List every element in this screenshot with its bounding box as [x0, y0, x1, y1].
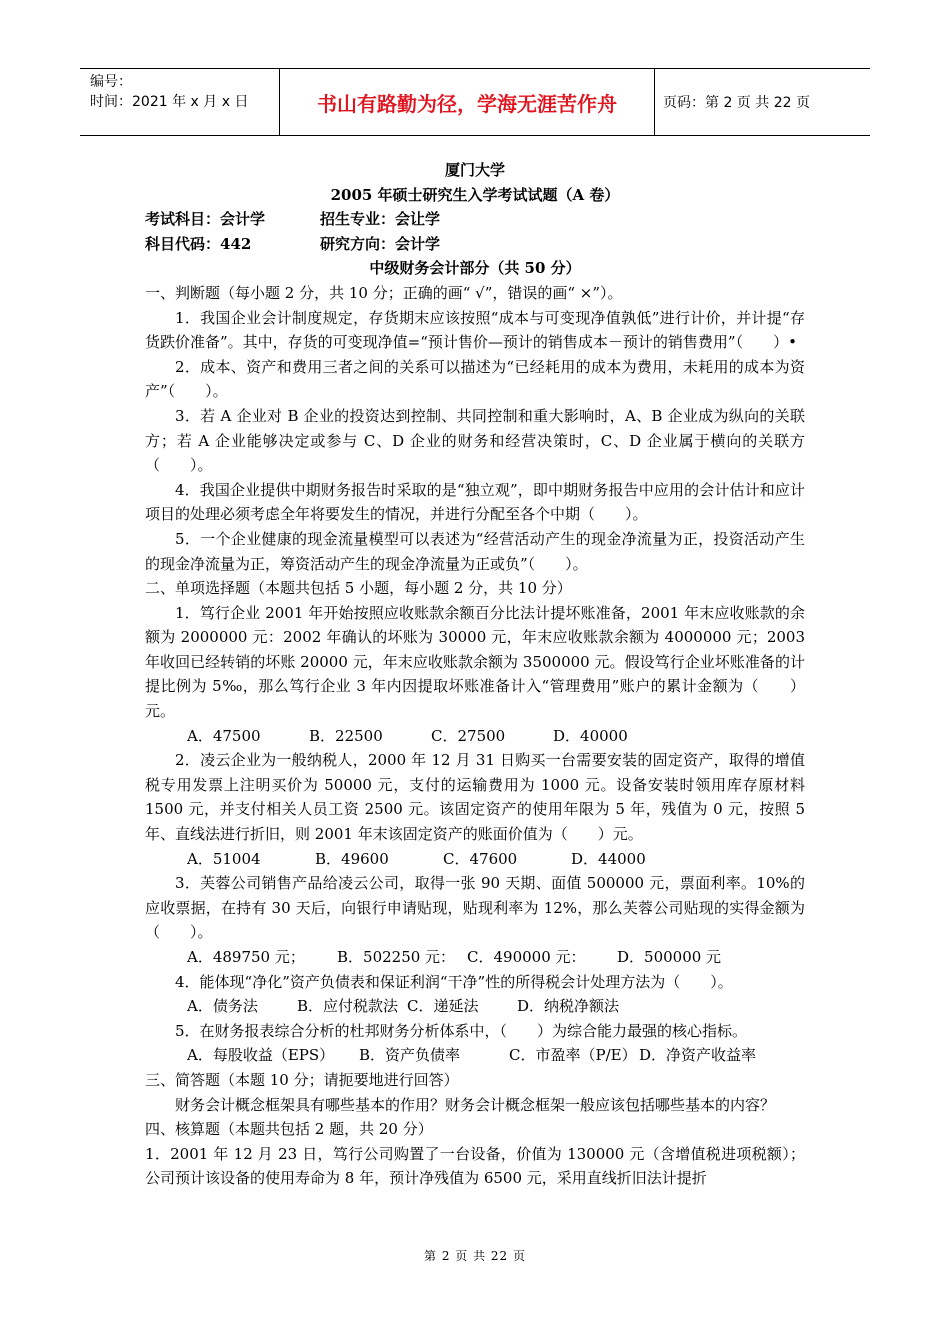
number-label: 编号：	[90, 74, 132, 90]
question-1-5: 5．一个企业健康的现金流量模型可以表述为“经营活动产生的现金净流量为正，投资活动产生的现金净流量为正，筹资活动产生的现金净流量为正或负”（ ）。	[145, 529, 805, 573]
page-info-text: 页码：第 2 页 共 22 页	[663, 95, 810, 111]
date-label: 时间：2021 年 x 月 x 日	[90, 94, 249, 110]
question-2-2-options	[145, 847, 805, 872]
question-1-2: 2．成本、资产和费用三者之间的关系可以描述为“已经耗用的成本为费用，未耗用的成本为资产”（ ）。	[145, 357, 805, 401]
header-meta-cell	[80, 69, 280, 135]
question-2-5-options	[145, 1043, 805, 1068]
option-d: D．净资产收益率	[639, 1046, 757, 1065]
option-d: D．500000 元	[617, 948, 722, 966]
question-2-4: 4．能体现“净化”资产负债表和保证利润“干净”性的所得税会计处理方法为（ ）。	[175, 972, 733, 991]
option-b: B．资产负债率	[359, 1046, 461, 1065]
question-2-3: 3．芙蓉公司销售产品给凌云公司，取得一张 90 天期、面值 500000 元，票面利率。10%的应收票据，在持有 30 天后，向银行申请贴现，贴现利率为 12%，那么芙蓉公司贴现的实得金额为（ ）。	[145, 874, 805, 942]
option-b: B．49600	[315, 849, 389, 868]
section-2-title: 二、单项选择题（本题共包括 5 小题，每小题 2 分，共 10 分）	[145, 579, 572, 598]
option-c: C．47600	[443, 849, 518, 868]
option-b: B．应付税款法	[297, 997, 399, 1016]
option-d: D．44000	[571, 849, 646, 868]
option-c: C．490000 元：	[467, 948, 586, 966]
page-footer: 第 2 页 共 22 页	[424, 1249, 526, 1263]
option-b: B．22500	[309, 726, 383, 745]
part-title: 中级财务会计部分（共 50 分）	[369, 259, 581, 278]
option-a: A．每股收益（EPS）	[187, 1046, 335, 1065]
exam-title: 2005 年硕士研究生入学考试试题（A 卷）	[330, 185, 620, 204]
page-header	[80, 68, 870, 136]
question-2-4-options	[145, 994, 805, 1019]
option-a: A．债务法	[187, 997, 258, 1016]
meta-row-2	[145, 232, 805, 257]
direction-label: 研究方向：会计学	[320, 234, 441, 253]
option-c: C．27500	[431, 726, 506, 745]
option-b: B．502250 元：	[337, 948, 456, 966]
major-label: 招生专业：会让学	[320, 210, 441, 229]
section-1-title: 一、判断题（每小题 2 分，共 10 分；正确的画“ √”，错误的画“ ×”）。	[145, 283, 623, 302]
university-title: 厦门大学	[444, 161, 505, 179]
option-d: D．纳税净额法	[517, 997, 620, 1016]
option-c: C．市盈率（P/E）	[509, 1046, 637, 1065]
section-4-title: 四、核算题（本题共包括 2 题，共 20 分）	[145, 1120, 433, 1139]
question-2-1: 1．笃行企业 2001 年开始按照应收账款余额百分比法计提坏账准备，2001 年末应收账款的余额为 2000000 元：2002 年确认的坏账为 30000 元，年末应收账款余额为 4000000 元；2003 年收回已经转销的坏账 20000 元，年末应收账款余额为 3500000 元。假设笃行企业坏账准备的计提比例为 5‰，那么笃行企业 3 年内因提取坏账准备计入“管理费用”账户的累计金额为（ ）元。	[145, 603, 805, 721]
option-a: A．47500	[187, 726, 261, 745]
document-body	[145, 158, 805, 1191]
question-1-1: 1．我国企业会计制度规定，存货期末应该按照“成本与可变现净值孰低”进行计价，并计提“存货跌价准备”。其中，存货的可变现净值=“预计售价—预计的销售成本－预计的销售费用”（ ）•	[145, 308, 805, 352]
question-4-1: 1．2001 年 12 月 23 日，笃行公司购置了一台设备，价值为 130000 元（含增值税进项税额）；公司预计该设备的使用寿命为 8 年，预计净残值为 6500 元，采用直线折旧法计提折	[145, 1144, 805, 1188]
option-a: A．489750 元；	[187, 948, 305, 966]
question-2-5: 5．在财务报表综合分析的杜邦财务分析体系中，（ ）为综合能力最强的核心指标。	[175, 1021, 748, 1040]
subject-label: 考试科目：会计学	[145, 210, 266, 229]
motto-cell	[280, 69, 655, 135]
code-label: 科目代码：442	[145, 234, 252, 253]
meta-row-1	[145, 207, 805, 232]
question-2-2: 2．凌云企业为一般纳税人，2000 年 12 月 31 日购买一台需要安装的固定资产，取得的增值税专用发票上注明买价为 50000 元，支付的运输费用为 1000 元。设备安装时领用库存原材料 1500 元，并支付相关人员工资 2500 元。该固定资产的使用年限为 5 年，残值为 0 元，按照 5 年、直线法进行折旧，则 2001 年末该固定资产的账面价值为（ ）元。	[145, 751, 805, 844]
section-3-title: 三、简答题（本题 10 分；请扼要地进行回答）	[145, 1070, 459, 1089]
option-c: C．递延法	[407, 997, 479, 1016]
question-2-3-options	[145, 945, 805, 970]
question-1-3: 3．若 A 企业对 B 企业的投资达到控制、共同控制和重大影响时，A、B 企业成为纵向的关联方；若 A 企业能够决定或参与 C、D 企业的财务和经营决策时，C、D 企业属于横向的关联方（ ）。	[145, 406, 805, 475]
question-2-1-options	[145, 724, 805, 749]
page-info-cell	[655, 69, 870, 135]
option-d: D．40000	[553, 726, 628, 745]
question-1-4: 4．我国企业提供中期财务报告时采取的是“独立观”，即中期财务报告中应用的会计估计和应计项目的处理必须考虑全年将要发生的情况，并进行分配至各个中期（ ）。	[145, 480, 805, 524]
motto-text: 书山有路勤为径，学海无涯苦作舟	[317, 91, 617, 116]
option-a: A．51004	[187, 849, 261, 868]
question-3-1: 财务会计概念框架具有哪些基本的作用？财务会计概念框架一般应该包括哪些基本的内容？	[175, 1095, 776, 1114]
